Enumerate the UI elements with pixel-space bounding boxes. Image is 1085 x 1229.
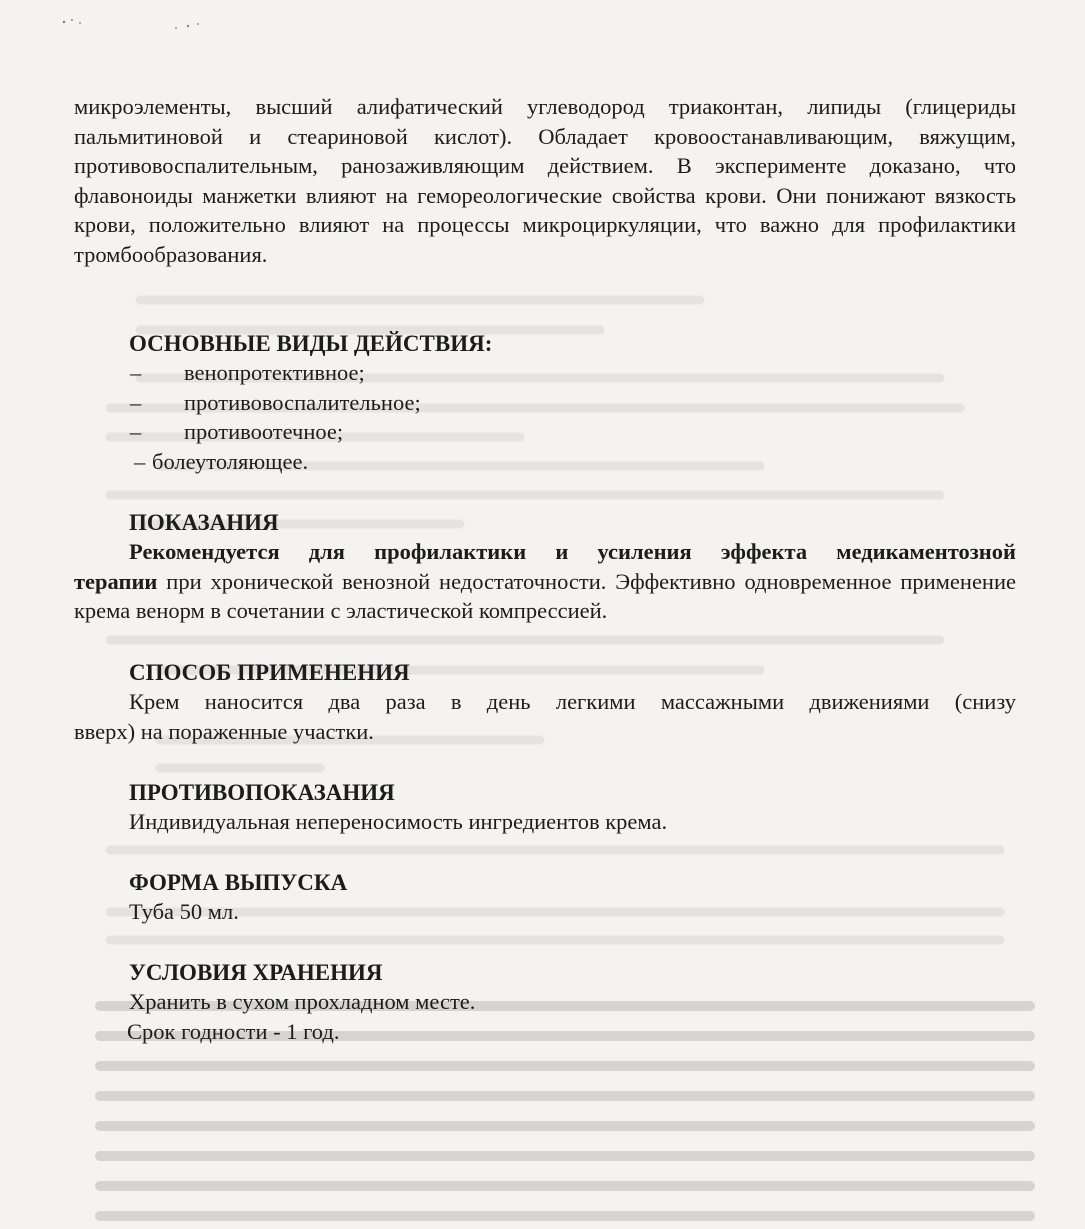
indications-bold-term: терапии [74,568,158,594]
storage-line-2: Срок годности - 1 год. [127,1018,340,1044]
indications-text: при хронической венозной недостаточности. Эффективно одновременное применение крема венорм в сочетании с эластической компрессией. [74,568,1016,623]
scan-specks [0,0,220,40]
actions-heading: ОСНОВНЫЕ ВИДЫ ДЕЙСТВИЯ: [129,331,493,356]
dash-marker: – [130,419,142,444]
usage-paragraph [74,687,1016,746]
contraindications-section [74,778,1016,837]
intro-section [74,92,1016,269]
list-item: – болеутоляющее. [74,447,1016,477]
usage-heading: СПОСОБ ПРИМЕНЕНИЯ [129,660,410,685]
indications-paragraph [74,537,1016,626]
form-text: Туба 50 мл. [129,899,239,924]
dash-marker: – [130,389,142,415]
dash-marker: – [134,448,146,474]
list-item: – противовоспалительное; [74,388,1016,418]
form-section [74,868,1016,927]
usage-line-2: вверх) на пораженные участки. [74,718,374,744]
dash-marker: – [130,360,142,385]
contraindications-text: Индивидуальная непереносимость ингредиентов крема. [129,809,668,834]
indications-bold-lead: Рекомендуется для профилактики и усиления эффекта медикаментозной [129,539,1016,564]
actions-list [74,358,1016,476]
indications-heading: ПОКАЗАНИЯ [129,510,279,535]
list-item: – противоотечное; [74,417,1016,447]
form-heading: ФОРМА ВЫПУСКА [129,870,348,895]
storage-heading: УСЛОВИЯ ХРАНЕНИЯ [129,960,383,985]
indications-section [74,508,1016,626]
storage-line-1: Хранить в сухом прохладном месте. [129,989,476,1014]
contraindications-heading: ПРОТИВОПОКАЗАНИЯ [129,780,395,805]
usage-section [74,658,1016,746]
actions-section [74,329,1016,476]
list-item: – венопротективное; [74,358,1016,388]
storage-section [74,958,1016,1046]
usage-line-1: Крем наносится два раза в день легкими массажными движениями (снизу [129,689,1016,714]
intro-paragraph: микроэлементы, высший алифатический углеводород триаконтан, липиды (глицериды пальмитиновой и стеариновой кислот). Обладает кровоостанавливающим, вяжущим, противовоспалительным, ранозаживляющим действием. В эксперименте доказано, что флавоноиды манжетки влияют на гемореологические свойства крови. Они понижают вязкость крови, положительно влияют на процессы микроциркуляции, что важно для профилактики тромбообразования. [74,94,1016,267]
